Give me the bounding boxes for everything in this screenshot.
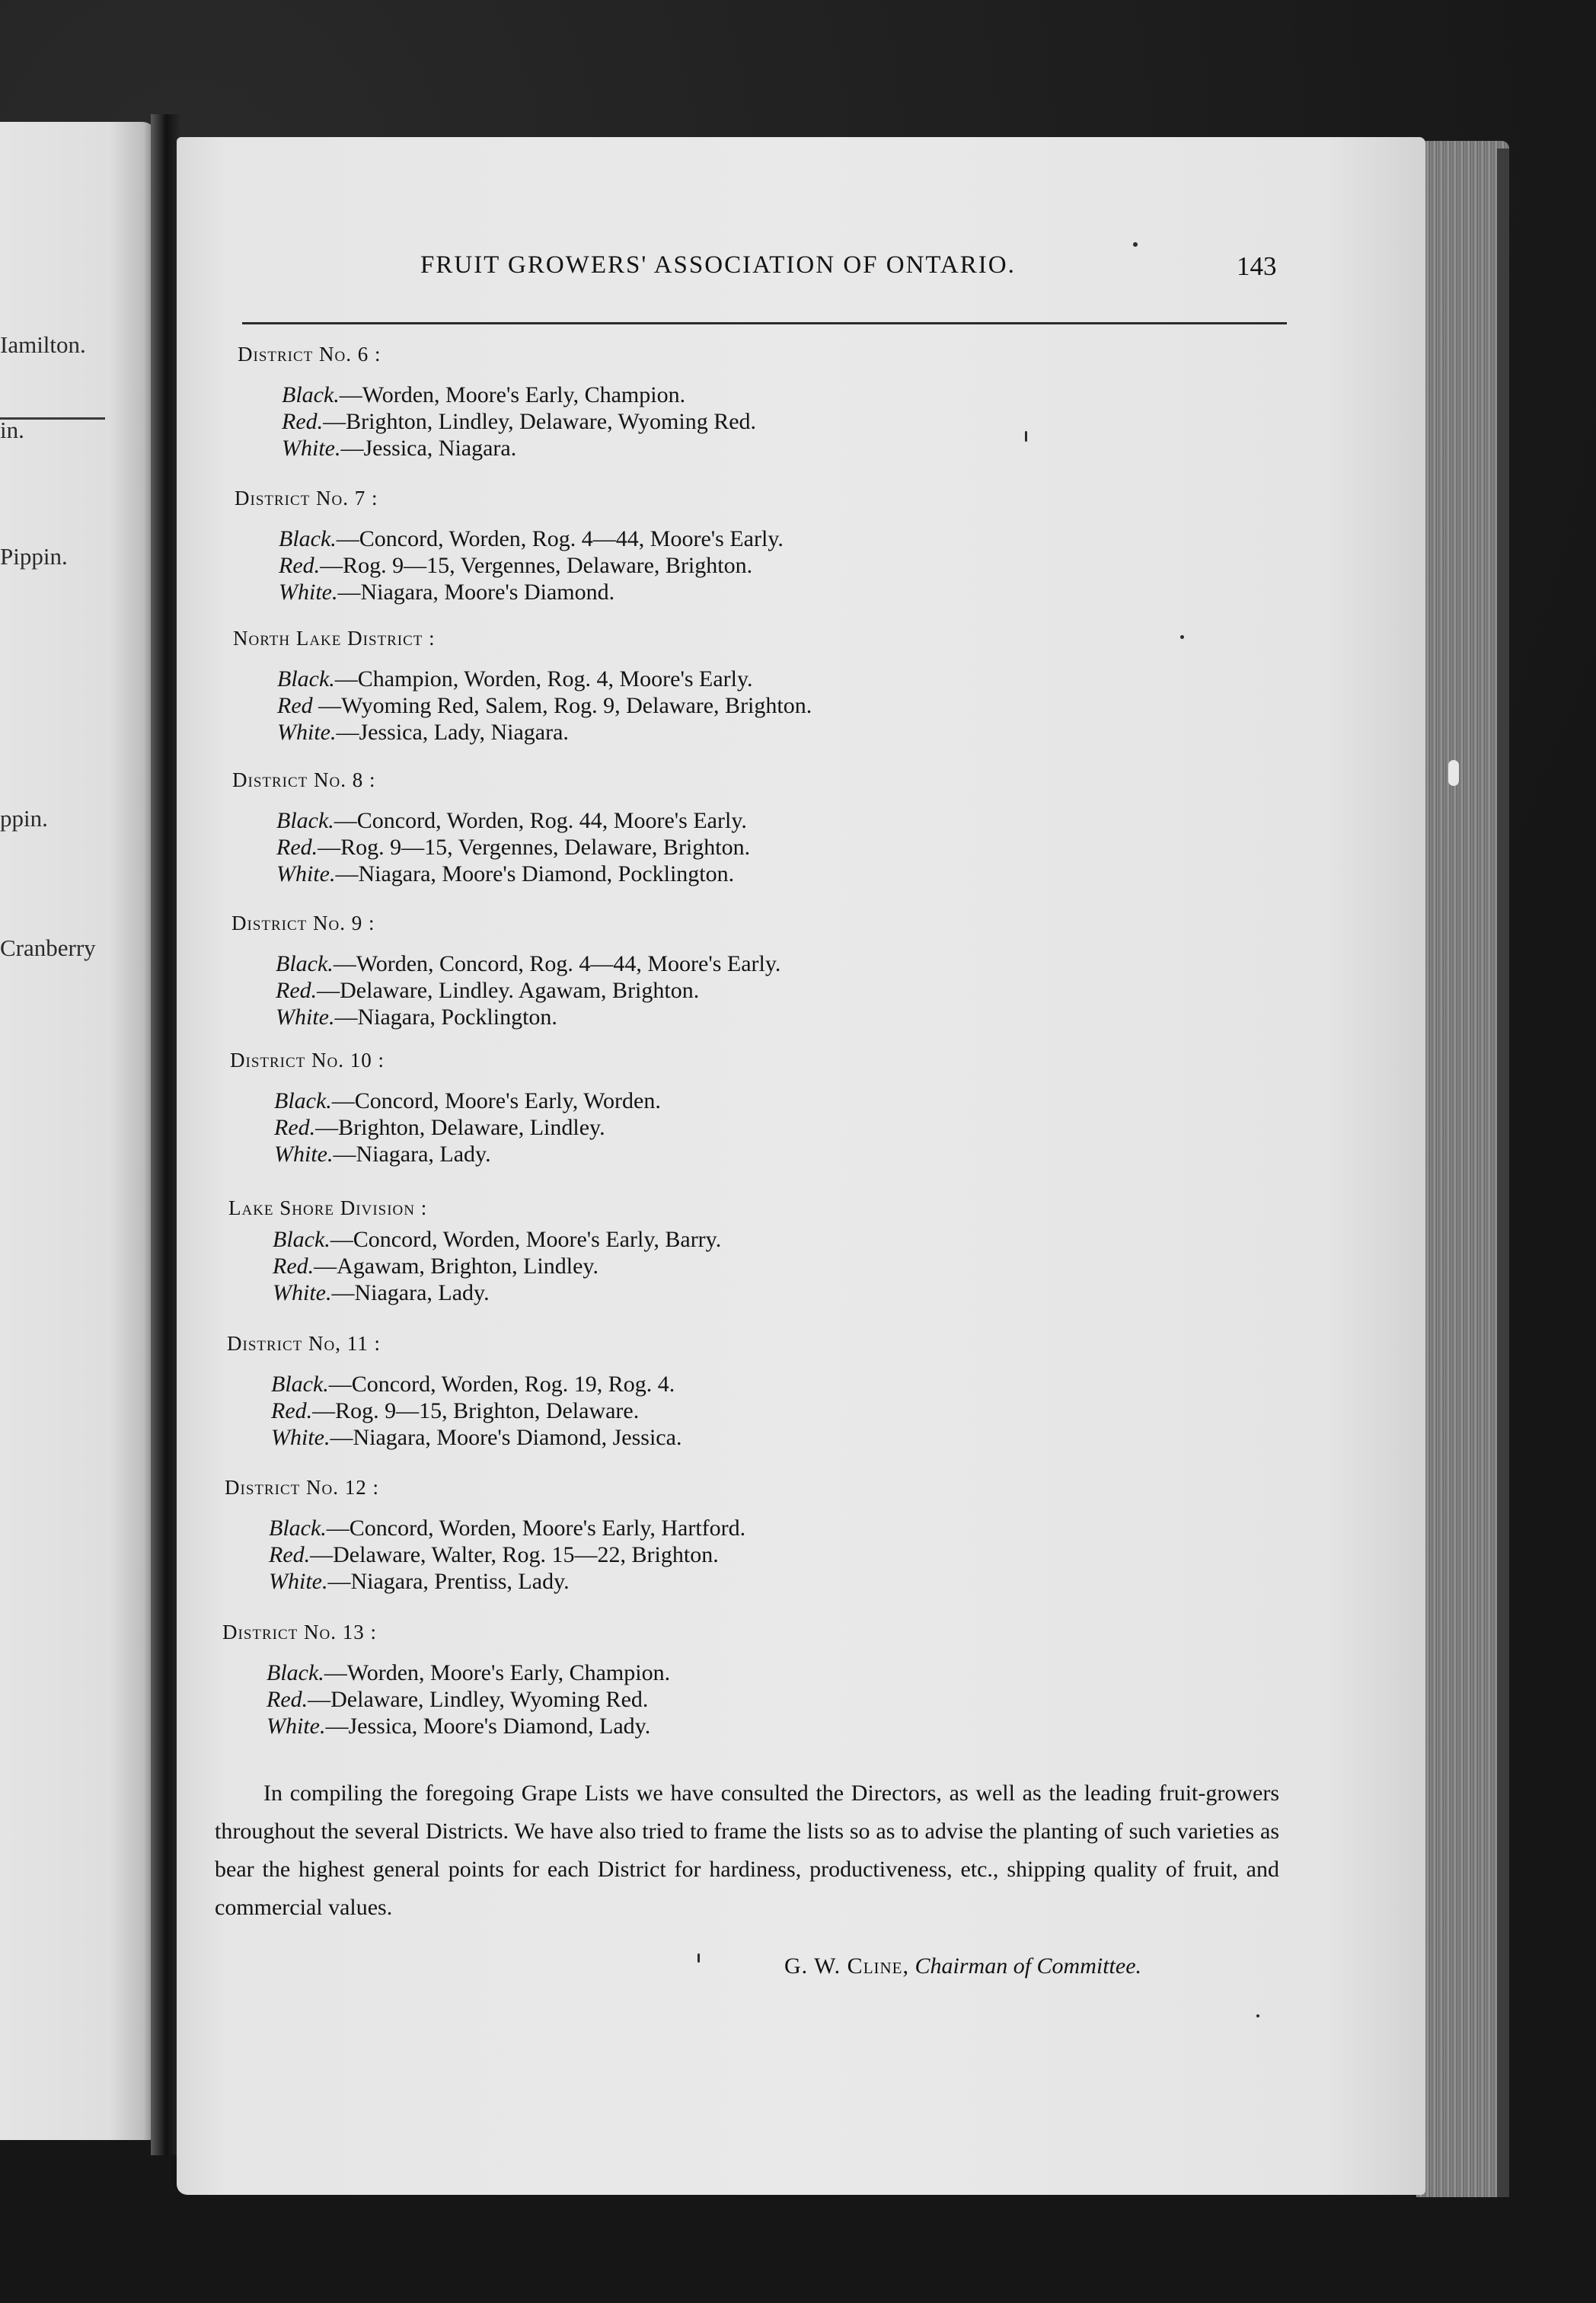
variety-line xyxy=(232,861,750,887)
district-heading: District No. 12 : xyxy=(225,1476,379,1499)
color-label: White. xyxy=(276,861,336,886)
color-label: Black. xyxy=(277,666,335,692)
district-heading: District No. 10 : xyxy=(230,1049,385,1072)
variety-list: —Worden, Concord, Rog. 4—44, Moore's Early. xyxy=(333,951,781,976)
district-section xyxy=(225,1475,745,1595)
running-title: FRUIT GROWERS' ASSOCIATION OF ONTARIO. xyxy=(420,251,1016,279)
signature xyxy=(784,1953,1141,1979)
signatory-title: Chairman of Committee. xyxy=(915,1953,1142,1979)
color-label: Red. xyxy=(276,835,318,860)
variety-list: —Wyoming Red, Salem, Rog. 9, Delaware, Brighton. xyxy=(312,693,812,718)
variety-list: —Rog. 9—15, Vergennes, Delaware, Brighton. xyxy=(320,553,753,578)
color-label: Black. xyxy=(269,1516,327,1541)
color-label: Black. xyxy=(267,1660,324,1685)
page-stack-edge xyxy=(1416,141,1509,2197)
variety-list: —Niagara, Moore's Diamond, Jessica. xyxy=(330,1425,682,1450)
variety-line xyxy=(225,1541,745,1568)
variety-line xyxy=(225,1568,745,1595)
district-section xyxy=(227,1331,681,1451)
variety-list: —Concord, Moore's Early, Worden. xyxy=(331,1088,661,1113)
variety-list: —Concord, Worden, Rog. 44, Moore's Early. xyxy=(334,808,747,833)
left-fragment: Iamilton. xyxy=(0,331,86,358)
color-label: White. xyxy=(279,580,338,605)
variety-list: —Worden, Moore's Early, Champion. xyxy=(339,382,686,407)
variety-line xyxy=(238,408,756,435)
district-section xyxy=(235,486,784,605)
signatory-name: G. W. Cline, xyxy=(784,1953,910,1979)
variety-line xyxy=(222,1713,670,1739)
variety-line xyxy=(233,692,812,719)
color-label: Black. xyxy=(282,382,340,407)
variety-line xyxy=(235,525,784,552)
color-label: White. xyxy=(282,436,341,461)
variety-line xyxy=(222,1659,670,1686)
scan-speck xyxy=(1133,242,1138,247)
color-label: White. xyxy=(276,1005,335,1030)
district-section xyxy=(238,342,756,462)
district-heading: District No. 8 : xyxy=(232,768,376,791)
variety-list: —Concord, Worden, Moore's Early, Barry. xyxy=(330,1227,722,1252)
color-label: Black. xyxy=(276,951,334,976)
variety-list: —Niagara, Lady. xyxy=(333,1142,491,1167)
district-section xyxy=(231,911,780,1030)
variety-list: —Delaware, Walter, Rog. 15—22, Brighton. xyxy=(310,1542,719,1567)
variety-list: —Delaware, Lindley. Agawam, Brighton. xyxy=(317,978,700,1003)
variety-list: —Jessica, Lady, Niagara. xyxy=(336,720,569,745)
color-label: Red. xyxy=(271,1398,313,1423)
color-label: Black. xyxy=(273,1227,330,1252)
variety-list: —Delaware, Lindley, Wyoming Red. xyxy=(308,1687,649,1712)
variety-list: —Concord, Worden, Rog. 4—44, Moore's Early. xyxy=(336,526,784,551)
variety-line xyxy=(225,1515,745,1541)
variety-line xyxy=(231,1004,780,1030)
color-label: Red xyxy=(277,693,313,718)
variety-list: —Concord, Worden, Rog. 19, Rog. 4. xyxy=(328,1372,675,1397)
district-heading: District No. 6 : xyxy=(238,343,381,366)
color-label: White. xyxy=(273,1280,332,1305)
district-section xyxy=(232,768,750,887)
header-rule xyxy=(242,322,1287,324)
district-heading: District No, 11 : xyxy=(227,1332,381,1355)
variety-list: —Rog. 9—15, Brighton, Delaware. xyxy=(312,1398,640,1423)
color-label: White. xyxy=(269,1569,328,1594)
variety-list: —Jessica, Niagara. xyxy=(340,436,517,461)
district-heading: District No. 13 : xyxy=(222,1621,377,1643)
scan-speck xyxy=(1256,2014,1259,2017)
left-facing-page xyxy=(0,122,156,2140)
left-fragment: Pippin. xyxy=(0,543,68,570)
district-section xyxy=(228,1196,721,1306)
color-label: Red. xyxy=(269,1542,311,1567)
color-label: White. xyxy=(267,1714,326,1739)
left-fragment: in. xyxy=(0,417,24,443)
variety-line xyxy=(222,1686,670,1713)
variety-line xyxy=(238,435,756,462)
district-heading: District No. 7 : xyxy=(235,487,378,509)
closing-paragraph: In compiling the foregoing Grape Lists we have consulted the Directors, as well as the leading fruit-growers throughout the several Districts. We have also tried to frame the lists so as to advise the planting of such varieties as bear the highest general points for each District for hardiness, productiveness, etc., shipping quality of fruit, and commercial values. xyxy=(215,1781,1279,1920)
district-heading: North Lake District : xyxy=(233,627,436,650)
scan-speck xyxy=(697,1953,700,1963)
district-section xyxy=(230,1048,661,1167)
scan-speck xyxy=(1025,431,1027,442)
color-label: White. xyxy=(277,720,337,745)
variety-list: —Rog. 9—15, Vergennes, Delaware, Brighton. xyxy=(318,835,751,860)
page-number: 143 xyxy=(1237,251,1277,281)
variety-line xyxy=(228,1226,721,1253)
variety-line xyxy=(232,834,750,861)
variety-line xyxy=(230,1114,661,1141)
variety-line xyxy=(230,1088,661,1114)
variety-list: —Niagara, Lady. xyxy=(331,1280,490,1305)
district-heading: Lake Shore Division : xyxy=(228,1196,428,1219)
variety-line xyxy=(235,552,784,579)
variety-line xyxy=(233,719,812,746)
variety-line xyxy=(228,1279,721,1306)
variety-line xyxy=(231,977,780,1004)
variety-list: —Brighton, Delaware, Lindley. xyxy=(315,1115,605,1140)
district-section xyxy=(222,1620,670,1739)
variety-line xyxy=(230,1141,661,1167)
color-label: White. xyxy=(274,1142,334,1167)
variety-line xyxy=(228,1253,721,1279)
variety-list: —Niagara, Prentiss, Lady. xyxy=(327,1569,570,1594)
color-label: Red. xyxy=(267,1687,308,1712)
variety-line xyxy=(227,1424,681,1451)
page-tab-mark xyxy=(1448,760,1459,786)
color-label: Red. xyxy=(273,1254,314,1279)
variety-line xyxy=(231,950,780,977)
page-stack-shadow xyxy=(1497,149,1509,2197)
variety-line xyxy=(227,1397,681,1424)
variety-line xyxy=(233,666,812,692)
variety-list: —Agawam, Brighton, Lindley. xyxy=(314,1254,598,1279)
color-label: Red. xyxy=(274,1115,316,1140)
variety-list: —Brighton, Lindley, Delaware, Wyoming Red. xyxy=(323,409,757,434)
district-section xyxy=(233,626,812,746)
variety-list: —Worden, Moore's Early, Champion. xyxy=(324,1660,671,1685)
color-label: White. xyxy=(271,1425,330,1450)
color-label: Black. xyxy=(276,808,334,833)
district-heading: District No. 9 : xyxy=(231,912,375,934)
variety-line xyxy=(238,382,756,408)
variety-list: —Champion, Worden, Rog. 4, Moore's Early. xyxy=(334,666,753,692)
variety-line xyxy=(235,579,784,605)
color-label: Red. xyxy=(279,553,321,578)
left-fragment: ppin. xyxy=(0,805,48,832)
variety-line xyxy=(227,1371,681,1397)
variety-list: —Concord, Worden, Moore's Early, Hartford. xyxy=(326,1516,746,1541)
left-fragment: Cranberry xyxy=(0,934,96,961)
color-label: Red. xyxy=(282,409,324,434)
scan-speck xyxy=(1180,635,1184,639)
color-label: Black. xyxy=(274,1088,332,1113)
color-label: Red. xyxy=(276,978,318,1003)
color-label: Black. xyxy=(271,1372,329,1397)
variety-line xyxy=(232,807,750,834)
variety-list: —Niagara, Moore's Diamond, Pocklington. xyxy=(335,861,735,886)
variety-list: —Jessica, Moore's Diamond, Lady. xyxy=(325,1714,651,1739)
variety-list: —Niagara, Moore's Diamond. xyxy=(337,580,615,605)
color-label: Black. xyxy=(279,526,337,551)
variety-list: —Niagara, Pocklington. xyxy=(334,1005,557,1030)
